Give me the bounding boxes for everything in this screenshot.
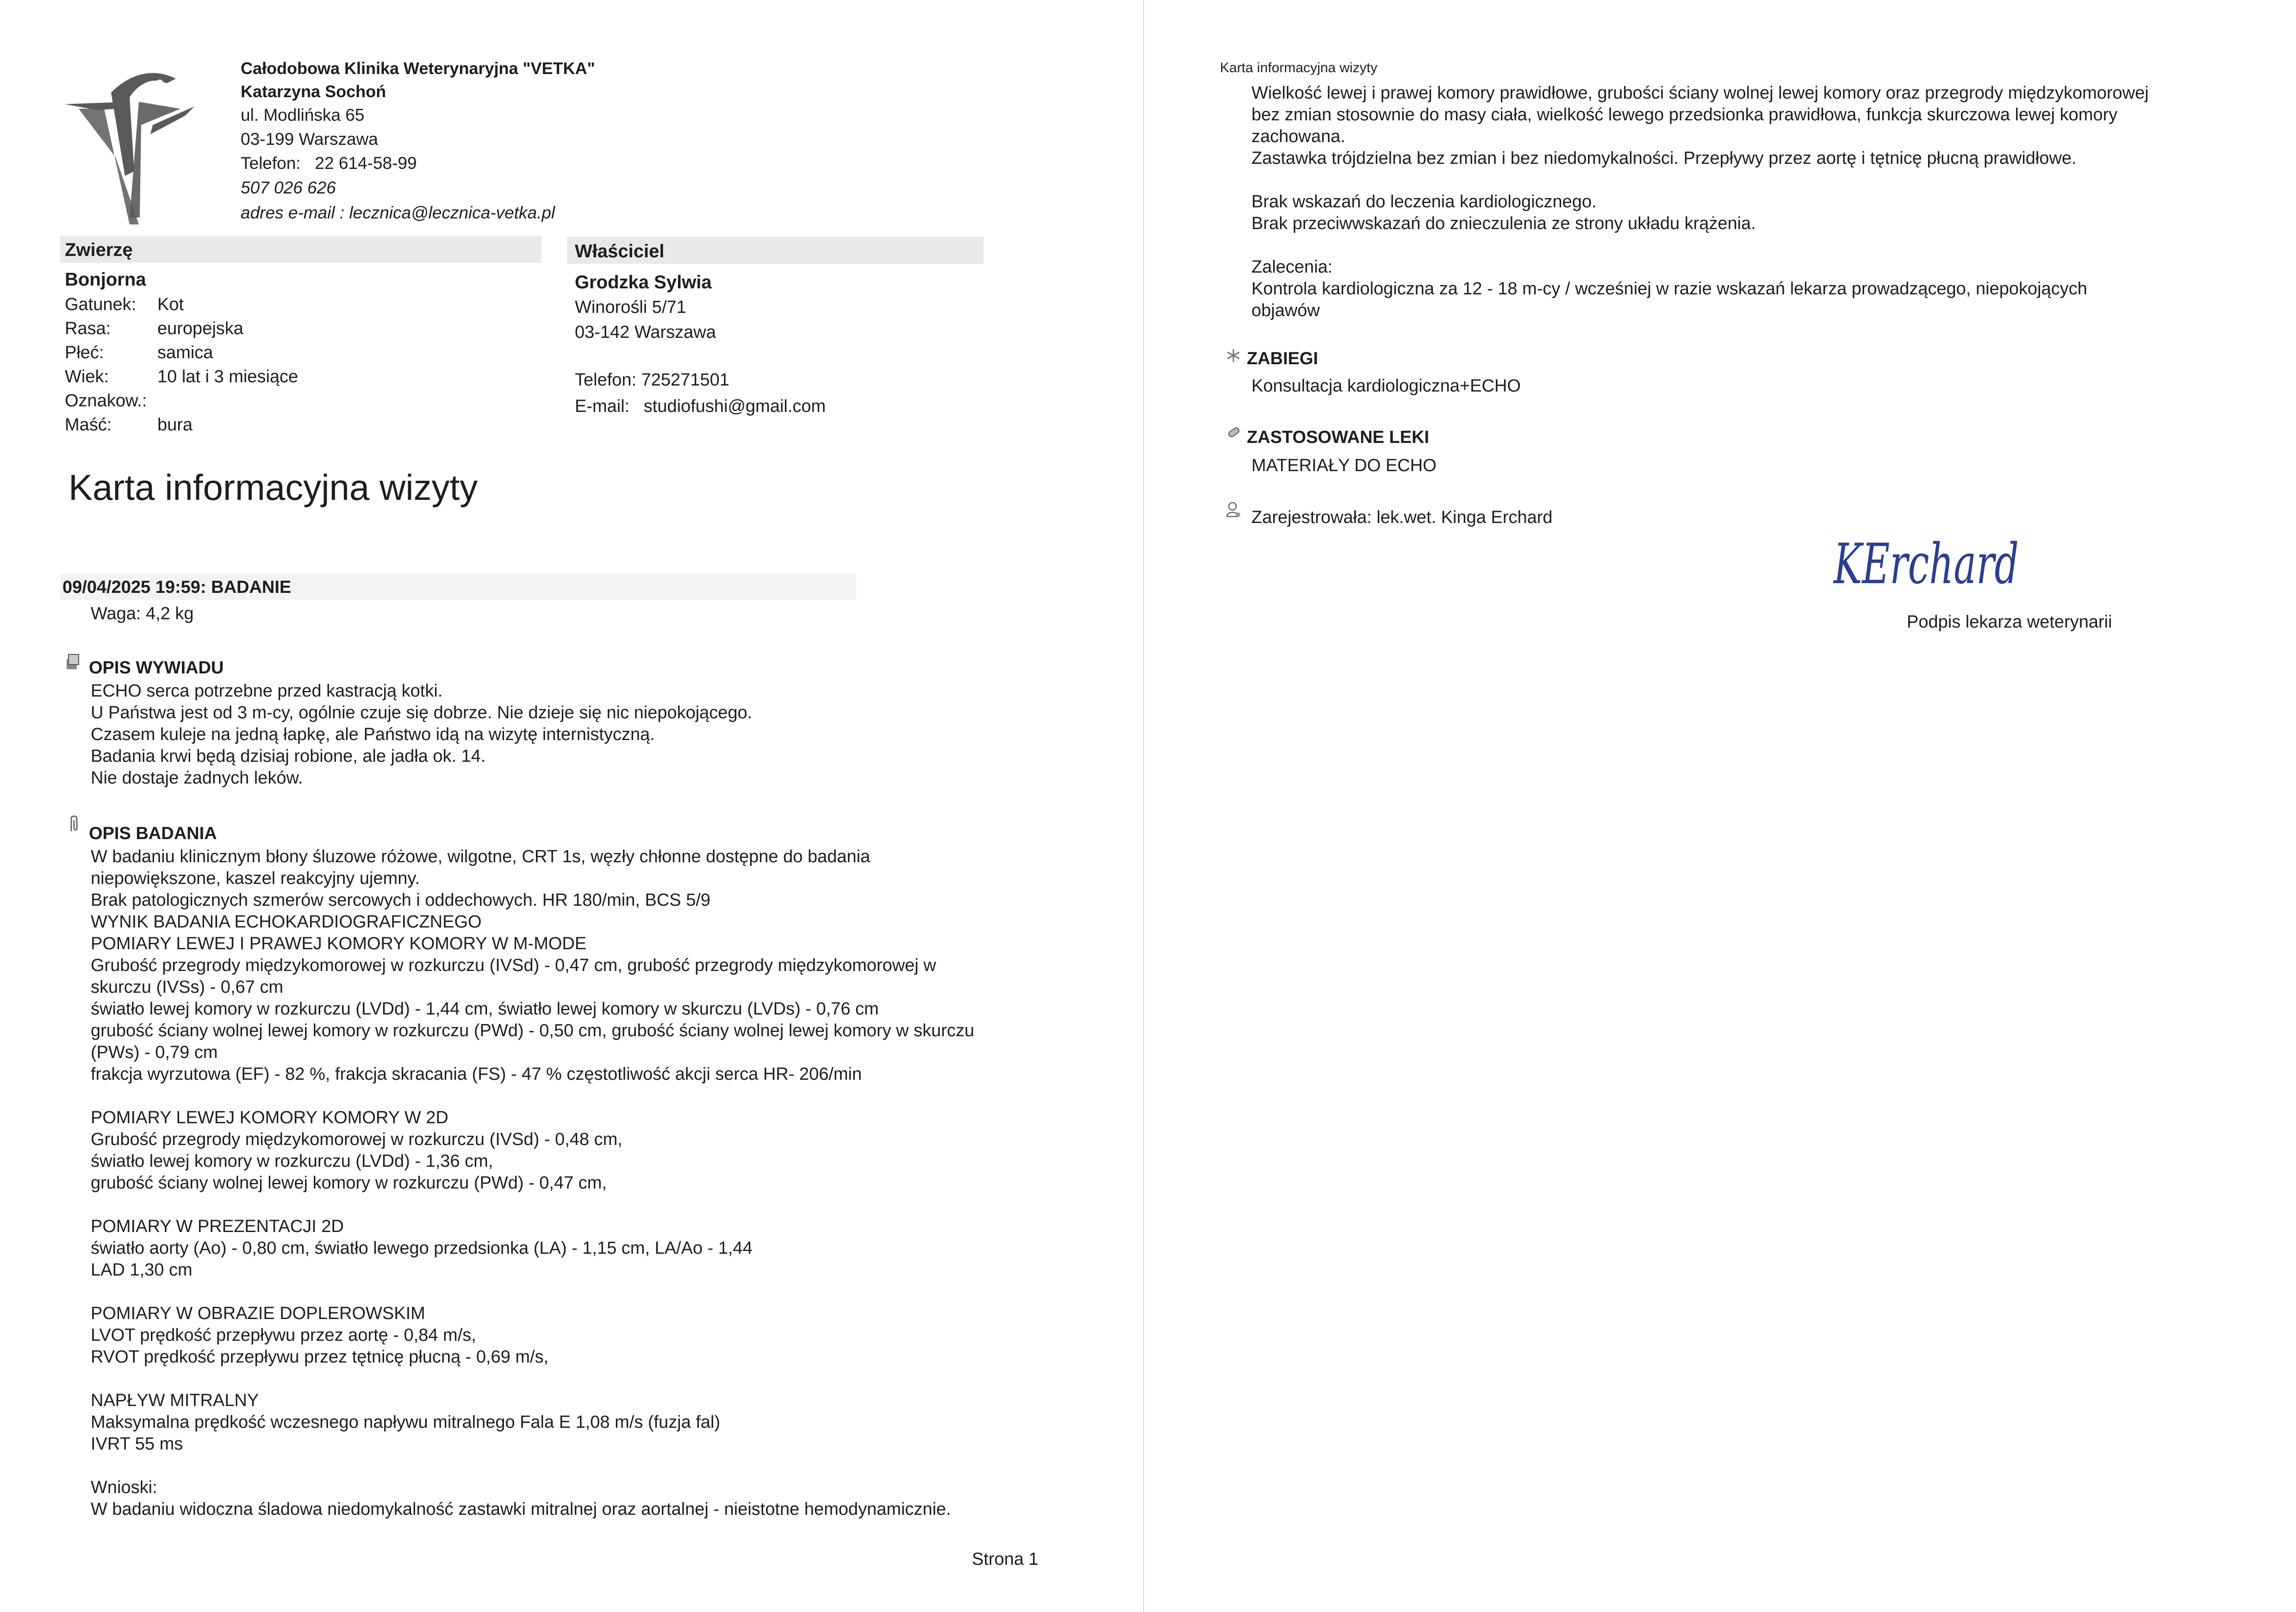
exam-line: POMIARY W OBRAZIE DOPLEROWSKIM xyxy=(91,1304,425,1323)
interview-notes-icon xyxy=(65,653,81,671)
animal-field-value: samica xyxy=(157,343,213,362)
clinic-phone: Telefon: 22 614-58-99 xyxy=(241,154,417,173)
animal-field-value: europejska xyxy=(157,319,243,338)
animal-field-value: Kot xyxy=(157,295,184,314)
owner-header: Właściciel xyxy=(575,241,665,261)
animal-field-label: Wiek: xyxy=(65,367,109,386)
exam-title: OPIS BADANIA xyxy=(89,824,217,843)
animal-field-label: Płeć: xyxy=(65,343,104,362)
owner-name: Grodzka Sylwia xyxy=(575,272,712,293)
document-title: Karta informacyjna wizyty xyxy=(68,467,478,508)
animal-field-label: Gatunek: xyxy=(65,295,137,314)
history-line: Nie dostaje żadnych leków. xyxy=(91,768,303,788)
animal-field-row xyxy=(65,317,298,341)
owner-email-label: E-mail: xyxy=(575,397,630,416)
continuation-line: Brak przeciwwskazań do znieczulenia ze strony układu krążenia. xyxy=(1251,214,1756,233)
history-text xyxy=(91,680,970,789)
continuation-text xyxy=(1251,82,2246,322)
exam-line: LVOT prędkość przepływu przez aortę - 0,84 m/s, xyxy=(91,1326,476,1345)
animal-field-row xyxy=(65,413,298,437)
animal-field-row xyxy=(65,365,298,389)
exam-text xyxy=(91,846,1109,1520)
exam-line: Grubość przegrody międzykomorowej w rozkurczu (IVSd) - 0,47 cm, grubość przegrody międzykomorowej w xyxy=(91,956,936,975)
exam-line: WYNIK BADANIA ECHOKARDIOGRAFICZNEGO xyxy=(91,912,482,932)
animal-field-label: Maść: xyxy=(65,415,112,435)
history-line: ECHO serca potrzebne przed kastracją kotki. xyxy=(91,681,443,701)
history-line: Czasem kuleje na jedną łapkę, ale Państwo idą na wizytę internistyczną. xyxy=(91,725,655,744)
continuation-line xyxy=(1251,169,2246,191)
continuation-line: objawów xyxy=(1251,301,1320,320)
clinic-mobile: 507 026 626 xyxy=(241,178,336,197)
registered-by: Zarejestrowała: lek.wet. Kinga Erchard xyxy=(1251,508,1553,527)
page-number: Strona 1 xyxy=(972,1550,1039,1569)
procedure-asterisk-icon xyxy=(1226,346,1241,365)
clinic-logo-bird-icon xyxy=(60,65,194,224)
exam-line: światło lewej komory w rozkurczu (LVDd) - 1,36 cm, xyxy=(91,1151,493,1171)
animal-field-value: 10 lat i 3 miesiące xyxy=(157,367,299,386)
clinic-city: 03-199 Warszawa xyxy=(241,130,378,149)
exam-line: niepowiększone, kaszel reakcyjny ujemny. xyxy=(91,869,420,888)
continuation-line xyxy=(1251,235,2246,256)
exam-line: LAD 1,30 cm xyxy=(91,1260,193,1280)
user-icon xyxy=(1226,501,1241,519)
exam-line xyxy=(91,1368,1109,1390)
history-title: OPIS WYWIADU xyxy=(89,658,224,678)
handwritten-signature xyxy=(1829,523,2033,606)
exam-line xyxy=(91,1085,1109,1107)
exam-line: skurczu (IVSs) - 0,67 cm xyxy=(91,977,283,997)
animal-header: Zwierzę xyxy=(65,240,133,260)
exam-line: Grubość przegrody międzykomorowej w rozkurczu (IVSd) - 0,48 cm, xyxy=(91,1130,622,1149)
continuation-line: zachowana. xyxy=(1251,127,1345,146)
medicines-title: ZASTOSOWANE LEKI xyxy=(1247,428,1430,447)
exam-line xyxy=(91,1194,1109,1216)
animal-field-row xyxy=(65,293,298,317)
animal-fields xyxy=(65,293,298,437)
exam-line: RVOT prędkość przepływu przez tętnicę płucną - 0,69 m/s, xyxy=(91,1347,549,1367)
exam-line: POMIARY W PREZENTACJI 2D xyxy=(91,1217,344,1236)
owner-phone: Telefon: 725271501 xyxy=(575,370,729,390)
exam-line: grubość ściany wolnej lewej komory w rozkurczu (PWd) - 0,47 cm, xyxy=(91,1173,607,1193)
clinic-owner: Katarzyna Sochoń xyxy=(241,82,386,101)
exam-line: IVRT 55 ms xyxy=(91,1434,183,1454)
medicines-item: MATERIAŁY DO ECHO xyxy=(1251,456,1437,475)
history-line: Badania krwi będą dzisiaj robione, ale jadła ok. 14. xyxy=(91,747,486,766)
signature-caption: Podpis lekarza weterynarii xyxy=(1907,612,2112,632)
exam-line xyxy=(91,1455,1109,1477)
exam-line: POMIARY LEWEJ I PRAWEJ KOMORY KOMORY W M-MODE xyxy=(91,934,587,953)
exam-line: Maksymalna prędkość wczesnego napływu mitralnego Fala E 1,08 m/s (fuzja fal) xyxy=(91,1413,721,1432)
animal-field-row xyxy=(65,341,298,365)
exam-line: W badaniu widoczna śladowa niedomykalność zastawki mitralnej oraz aortalnej - nieistotne hemodynamicznie. xyxy=(91,1500,951,1519)
clinic-name: Całodobowa Klinika Weterynaryjna "VETKA" xyxy=(241,59,595,78)
exam-line: W badaniu klinicznym błony śluzowe różowe, wilgotne, CRT 1s, węzły chłonne dostępne do badania xyxy=(91,847,871,866)
owner-email-row xyxy=(575,394,826,418)
exam-line xyxy=(91,1281,1109,1303)
continuation-line: Zalecenia: xyxy=(1251,257,1333,277)
continuation-line: Zastawka trójdzielna bez zmian i bez niedomykalności. Przepływy przez aortę i tętnicę płucną prawidłowe. xyxy=(1251,149,2077,168)
procedures-item: Konsultacja kardiologiczna+ECHO xyxy=(1251,376,1521,396)
procedures-title: ZABIEGI xyxy=(1247,349,1319,368)
clinic-street: ul. Modlińska 65 xyxy=(241,106,365,124)
pill-icon xyxy=(1226,425,1241,443)
owner-address-2: 03-142 Warszawa xyxy=(575,323,716,342)
exam-line: NAPŁYW MITRALNY xyxy=(91,1391,259,1410)
exam-line: światło aorty (Ao) - 0,80 cm, światło lewego przedsionka (LA) - 1,15 cm, LA/Ao - 1,44 xyxy=(91,1239,753,1258)
clinic-email: adres e-mail : lecznica@lecznica-vetka.pl xyxy=(241,203,555,222)
exam-line: POMIARY LEWEJ KOMORY KOMORY W 2D xyxy=(91,1108,448,1127)
animal-field-row xyxy=(65,389,298,413)
exam-line: światło lewej komory w rozkurczu (LVDd) - 1,44 cm, światło lewej komory w skurczu (LVDs) - 0,76 cm xyxy=(91,999,879,1019)
continuation-line: Kontrola kardiologiczna za 12 - 18 m-cy / wcześniej w razie wskazań lekarza prowadzącego, niepokojących xyxy=(1251,279,2087,299)
exam-line: Brak patologicznych szmerów sercowych i oddechowych. HR 180/min, BCS 5/9 xyxy=(91,890,711,910)
page-2 xyxy=(1144,0,2296,1612)
owner-email: studiofushi@gmail.com xyxy=(643,397,826,416)
exam-line: frakcja wyrzutowa (EF) - 82 %, frakcja skracania (FS) - 47 % częstotliwość akcji serca HR- 206/min xyxy=(91,1064,862,1084)
exam-line: grubość ściany wolnej lewej komory w rozkurczu (PWd) - 0,50 cm, grubość ściany wolnej lewej komory w skurczu xyxy=(91,1021,975,1040)
history-line: U Państwa jest od 3 m-cy, ogólnie czuje się dobrze. Nie dzieje się nic niepokojącego. xyxy=(91,703,753,722)
animal-field-value: bura xyxy=(157,415,193,435)
visit-date: 09/04/2025 19:59: BADANIE xyxy=(62,578,292,597)
animal-field-label: Rasa: xyxy=(65,319,111,338)
animal-name: Bonjorna xyxy=(65,269,146,290)
signature-text: KErchard xyxy=(1833,532,2019,597)
continuation-line: Wielkość lewej i prawej komory prawidłowe, grubości ściany wolnej lewej komory oraz przegrody międzykomorowej xyxy=(1251,83,2149,103)
continuation-line: Brak wskazań do leczenia kardiologicznego. xyxy=(1251,192,1597,212)
animal-field-label: Oznakow.: xyxy=(65,391,147,411)
paperclip-icon xyxy=(66,815,81,833)
continuation-line: bez zmian stosownie do masy ciała, wielkość lewego przedsionka prawidłowa, funkcja skurczowa lewej komory xyxy=(1251,105,2118,124)
exam-line: Wnioski: xyxy=(91,1478,157,1497)
page-1 xyxy=(0,0,1143,1612)
running-header: Karta informacyjna wizyty xyxy=(1220,60,1378,75)
visit-weight: Waga: 4,2 kg xyxy=(91,604,194,623)
exam-line: (PWs) - 0,79 cm xyxy=(91,1043,218,1062)
owner-address-1: Winorośli 5/71 xyxy=(575,298,686,317)
